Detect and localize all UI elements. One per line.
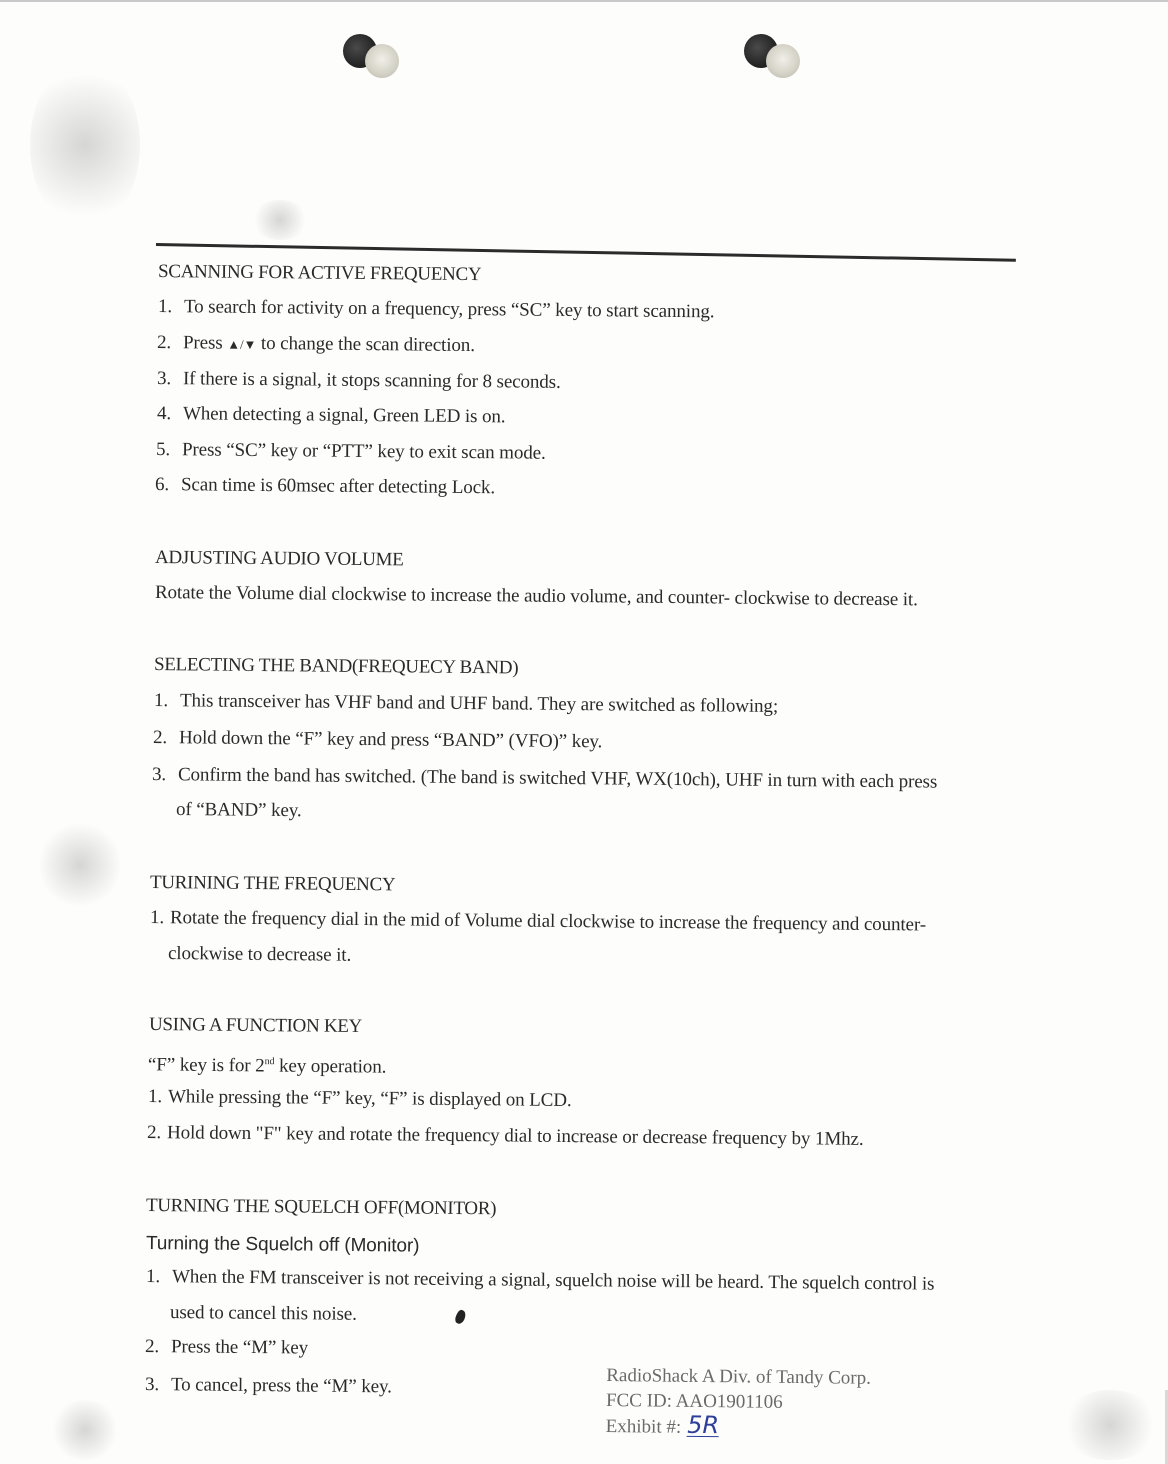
list-item-number: 1. <box>157 296 173 318</box>
list-item-number: 1. <box>147 1086 163 1108</box>
list-item <box>147 1122 864 1151</box>
stamp-exhibit <box>605 1410 871 1442</box>
list-item-text: When the FM transceiver is not receiving a signal, squelch noise will be heard. The squelch control is <box>171 1266 935 1295</box>
ink-mark <box>453 1309 467 1325</box>
list-item <box>156 439 546 465</box>
list-item-text: Confirm the band has switched. (The band is switched VHF, WX(10ch), UHF in turn with each press <box>177 764 938 793</box>
list-item-number: 2. <box>156 332 172 354</box>
section-heading-function-key: USING A FUNCTION KEY <box>148 1014 363 1038</box>
list-item <box>158 296 715 323</box>
intro-text: “F” key is for 2 <box>147 1054 265 1077</box>
list-item-number: 3. <box>144 1374 160 1396</box>
list-item <box>157 368 561 394</box>
paragraph: Rotate the Volume dial clockwise to increase the audio volume, and counter- clockwise to decrease it. <box>154 582 918 611</box>
list-item-number: 3. <box>151 764 167 786</box>
list-item-text: To cancel, press the “M” key. <box>170 1374 392 1398</box>
list-item-number: 4. <box>156 403 172 425</box>
list-item-number: 2. <box>152 727 168 749</box>
list-item-text: Press “SC” key or “PTT” key to exit scan mode. <box>181 439 546 464</box>
list-item-text: When detecting a signal, Green LED is on. <box>182 403 506 428</box>
list-item <box>146 1266 935 1296</box>
list-item-number: 5. <box>155 439 171 461</box>
list-item-number: 6. <box>154 474 170 496</box>
list-item-text: To search for activity on a frequency, press “SC” key to start scanning. <box>183 296 715 323</box>
section-heading-band: SELECTING THE BAND(FREQUECY BAND) <box>153 654 519 679</box>
list-item <box>145 1336 308 1360</box>
superscript: nd <box>264 1056 275 1068</box>
stamp-company: RadioShack A Div. of Tandy Corp. <box>606 1365 872 1389</box>
list-item-continuation: of “BAND” key. <box>175 799 302 822</box>
section-heading-squelch: TURNING THE SQUELCH OFF(MONITOR) <box>145 1195 497 1220</box>
exhibit-stamp <box>606 1363 871 1442</box>
intro-text: key operation. <box>274 1055 387 1078</box>
section-heading-frequency: TURINING THE FREQUENCY <box>149 872 396 896</box>
list-item-number: 3. <box>156 368 172 390</box>
section-subheading: Turning the Squelch off (Monitor) <box>145 1233 420 1257</box>
list-item <box>154 690 778 718</box>
list-item-text: Hold down the “F” key and press “BAND” (VFO)” key. <box>178 727 603 753</box>
list-item <box>150 907 926 936</box>
list-item-text: Rotate the frequency dial in the mid of Volume dial clockwise to increase the frequency and counter- <box>169 907 927 936</box>
stamp-fcc-id: FCC ID: AAO1901106 <box>605 1390 783 1413</box>
list-item-text: Hold down "F" key and rotate the frequency dial to increase or decrease frequency by 1Mhz. <box>166 1122 864 1150</box>
list-item <box>145 1374 392 1398</box>
paragraph <box>148 1050 387 1079</box>
up-down-arrows-icon: ▲/▼ <box>227 336 257 352</box>
list-item <box>153 727 602 753</box>
list-item <box>155 474 495 499</box>
list-item-text: Scan time is 60msec after detecting Lock. <box>180 474 496 499</box>
list-item-text: This transceiver has VHF band and UHF band. They are switched as following; <box>179 690 779 717</box>
list-item-continuation: clockwise to decrease it. <box>167 943 352 966</box>
list-item-number: 2. <box>146 1122 162 1144</box>
section-heading-audio-volume: ADJUSTING AUDIO VOLUME <box>154 547 404 571</box>
list-item-number: 2. <box>144 1336 160 1358</box>
list-item-number: 1. <box>149 907 165 929</box>
list-item-number: 1. <box>145 1266 161 1288</box>
list-item <box>152 764 937 794</box>
list-item-text: If there is a signal, it stops scanning for 8 seconds. <box>182 368 561 393</box>
stamp-exhibit-label: Exhibit #: <box>605 1415 682 1438</box>
list-item <box>148 1086 572 1112</box>
list-item <box>157 332 475 358</box>
stamp-exhibit-number: 5R <box>687 1410 720 1440</box>
list-item-text: Press the “M” key <box>170 1336 309 1359</box>
list-item-number: 1. <box>153 690 169 712</box>
list-item-text: to change the scan direction. <box>260 332 476 357</box>
section-heading-scanning: SCANNING FOR ACTIVE FREQUENCY <box>157 261 482 286</box>
list-item <box>157 403 506 428</box>
list-item-continuation: used to cancel this noise. <box>169 1302 357 1325</box>
list-item-text: Press <box>182 332 223 354</box>
list-item-text: While pressing the “F” key, “F” is displayed on LCD. <box>167 1086 572 1112</box>
